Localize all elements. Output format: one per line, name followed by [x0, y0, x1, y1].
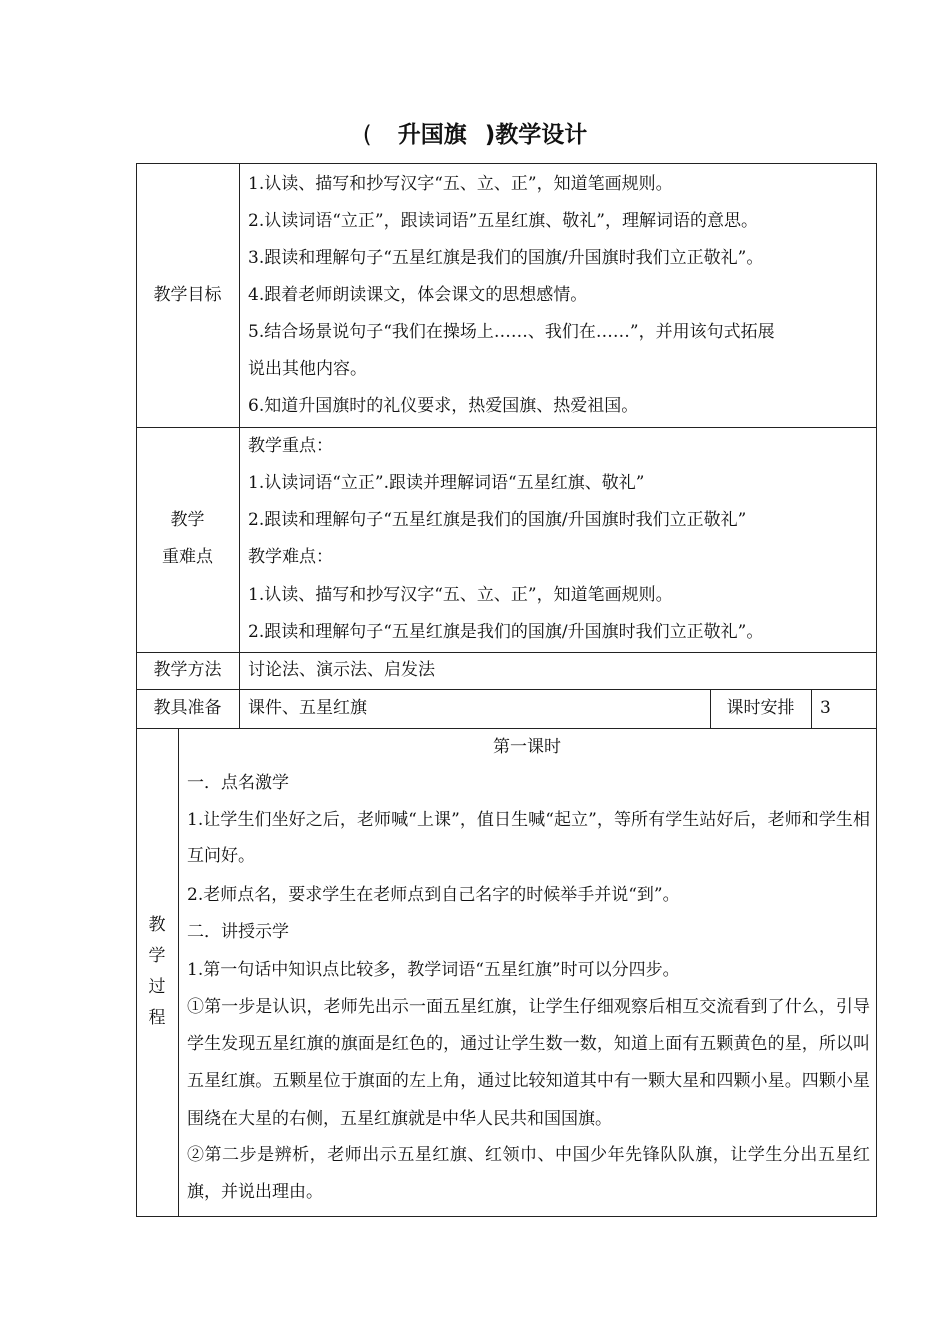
title-suffix: )教学设计: [484, 122, 588, 148]
key-point-item: 2.跟读和理解句子“五星红旗是我们的国旗/升国旗时我们立正敬礼”: [248, 510, 747, 530]
document-title: [0, 116, 950, 152]
tools-label: 教具准备: [153, 698, 222, 718]
process-heading: 二．讲授示学: [187, 922, 289, 942]
process-label-char: 程: [148, 1008, 166, 1028]
process-paragraph: ①第一步是认识，老师先出示一面五星红旗，让学生仔细观察后相互交流看到了什么，引导学生发现五星红旗的旗面是红色的，通过让学生数一数，知道上面有五颗黄色的星，所以叫五星红旗。五颗星位于旗面的左上角，通过比较知道其中有一颗大星和四颗小星。四颗小星围绕在大星的右侧，五星红旗就是中华人民共和国国旗。: [187, 997, 870, 1129]
methods-label: 教学方法: [153, 660, 222, 680]
key-points-label-line1: 教学: [170, 510, 205, 530]
title-open-paren: (: [362, 122, 372, 148]
key-point-item: 教学难点：: [248, 547, 333, 567]
key-point-item: 2.跟读和理解句子“五星红旗是我们的国旗/升国旗时我们立正敬礼”。: [248, 622, 764, 642]
process-heading: 一．点名激学: [187, 773, 289, 793]
objective-item: 1.认读、描写和抄写汉字“五、立、正”，知道笔画规则。: [248, 174, 673, 194]
process-paragraph: 1.让学生们坐好之后，老师喊“上课”，值日生喊“起立”，等所有学生站好后，老师和学生相互问好。: [187, 810, 870, 866]
methods-value: 讨论法、演示法、启发法: [248, 660, 435, 680]
process-label-char: 过: [148, 977, 166, 997]
objective-item: 3.跟读和理解句子“五星红旗是我们的国旗/升国旗时我们立正敬礼”。: [248, 248, 764, 268]
key-point-item: 教学重点：: [248, 436, 333, 456]
schedule-value: 3: [820, 698, 831, 718]
process-paragraph: 2.老师点名，要求学生在老师点到自己名字的时候举手并说“到”。: [187, 885, 680, 905]
process-label-char: 学: [148, 946, 166, 966]
objective-item: 4.跟着老师朗读课文，体会课文的思想感情。: [248, 285, 588, 305]
objective-item: 5.结合场景说句子“我们在操场上……、我们在……”，并用该句式拓展: [248, 322, 775, 342]
objective-item: 说出其他内容。: [248, 359, 367, 379]
process-label-char: 教: [148, 915, 166, 935]
key-points-label-line2: 重难点: [162, 547, 213, 567]
key-point-item: 1.认读词语“立正”.跟读并理解词语“五星红旗、敬礼”: [248, 473, 645, 493]
key-point-item: 1.认读、描写和抄写汉字“五、立、正”，知道笔画规则。: [248, 585, 673, 605]
schedule-label: 课时安排: [726, 698, 795, 718]
process-paragraph: ②第二步是辨析，老师出示五星红旗、红领巾、中国少年先锋队队旗，让学生分出五星红旗，并说出理由。: [187, 1145, 870, 1203]
objectives-label: 教学目标: [153, 285, 222, 305]
tools-value: 课件、五星红旗: [248, 698, 367, 718]
session-title: 第一课时: [493, 737, 561, 757]
objective-item: 6.知道升国旗时的礼仪要求，热爱国旗、热爱祖国。: [248, 396, 639, 416]
objective-item: 2.认读词语“立正”，跟读词语”五星红旗、敬礼”，理解词语的意思。: [248, 211, 758, 231]
process-paragraph: 1.第一句话中知识点比较多，教学词语“五星红旗”时可以分四步。: [187, 960, 680, 980]
title-lesson-name: 升国旗: [397, 122, 467, 148]
